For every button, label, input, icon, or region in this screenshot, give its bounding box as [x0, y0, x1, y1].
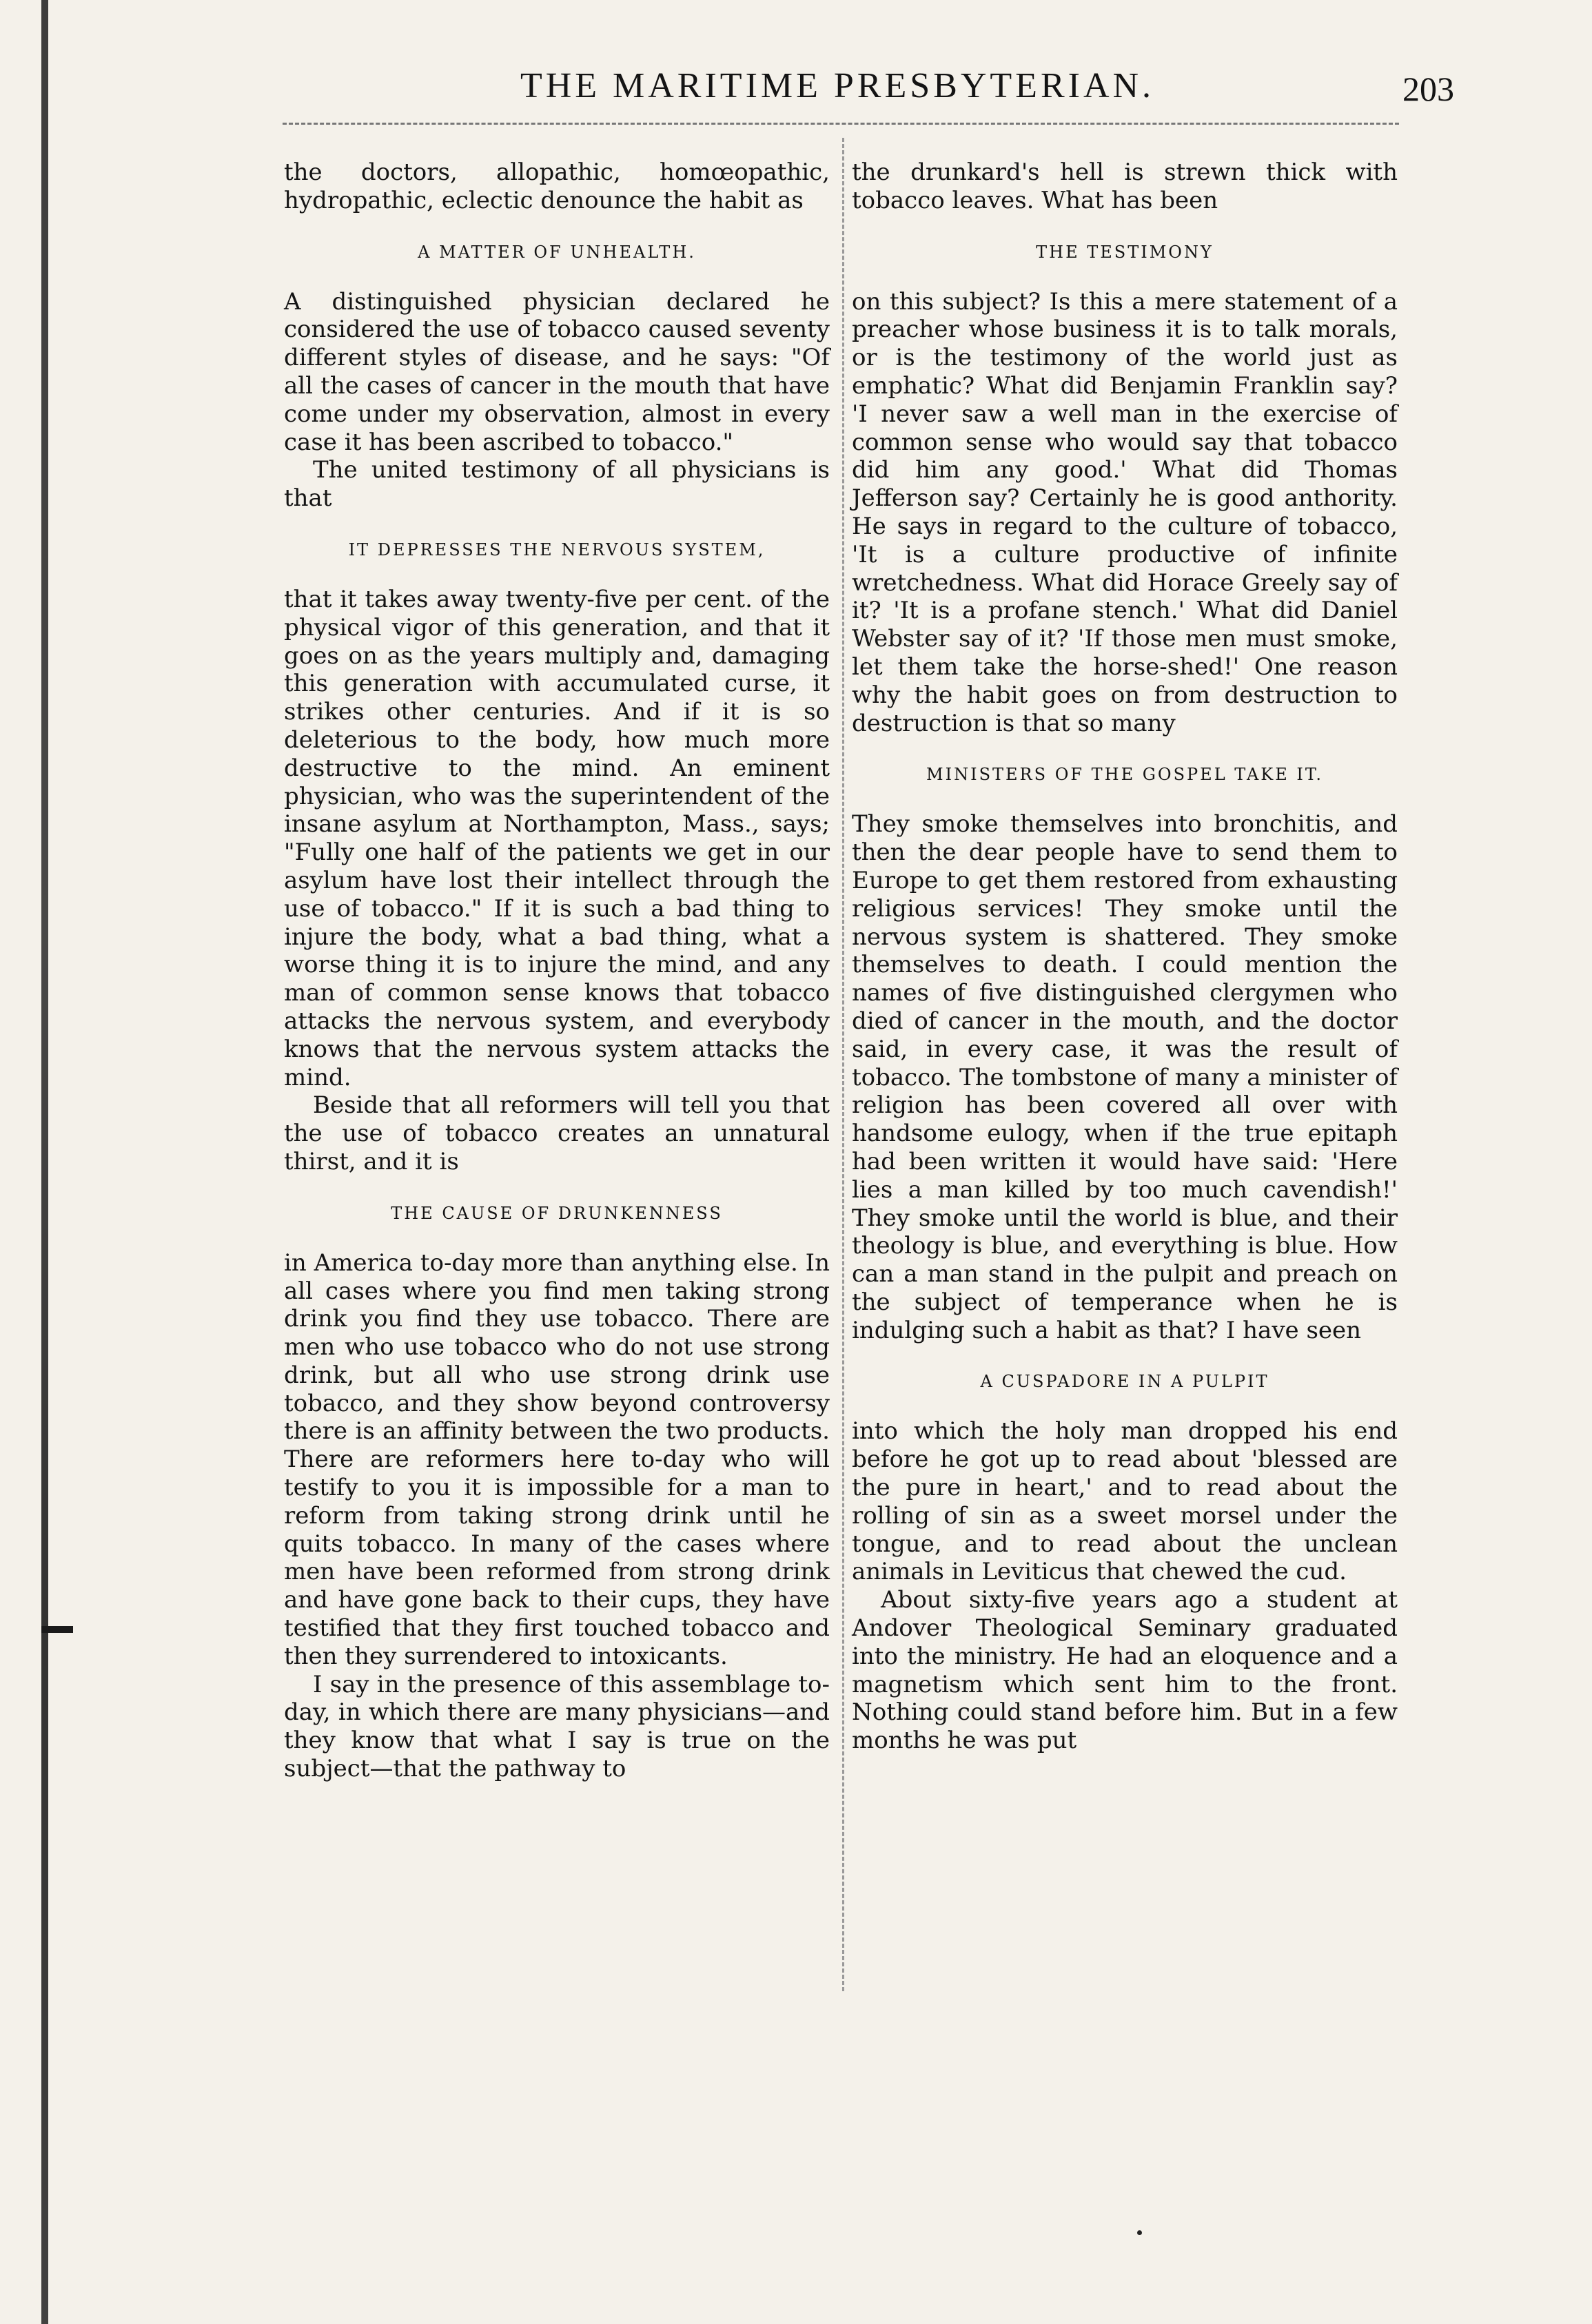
page-header: [276, 65, 1399, 121]
paragraph: About sixty-five years ago a student at Andover Theological Seminary graduated into the ministry. He had an eloquence and a magnetism which sent him to the front. Nothing could stand before him. But in a few months he was put: [852, 1586, 1398, 1755]
left-column: [284, 158, 830, 1783]
paragraph: into which the holy man dropped his end before he got up to read about 'blessed are the pure in heart,' and to read about the rolling of sin as a sweet morsel under the tongue, and to read about the unclean animals in Leviticus that chewed the cud.: [852, 1417, 1398, 1586]
paragraph: The united testimony of all physicians is that: [284, 456, 830, 513]
binding-mark: [41, 1626, 73, 1633]
print-speck: [1137, 2230, 1142, 2235]
paragraph: I say in the presence of this assemblage to-day, in which there are many physicians—and they know that what I say is true on the subject—that the pathway to: [284, 1670, 830, 1783]
paragraph: the drunkard's hell is strewn thick with tobacco leaves. What has been: [852, 158, 1398, 214]
column-divider: [842, 138, 844, 1991]
section-heading: THE TESTIMONY: [1036, 242, 1214, 262]
paragraph: They smoke themselves into bronchitis, and then the dear people have to send them to Europe to get them restored from exhausting religious services! They smoke until the nervous system is shattered. They smoke themselves to death. I could mention the names of five distinguished clergymen who died of cancer in the mouth, and the doctor said, in every case, it was the result of tobacco. The tombstone of many a minister of religion has been covered all over with handsome eulogy, when if the true epitaph had been written it would have said: 'Here lies a man killed by too much cavendish!' They smoke until the world is blue, and their theology is blue, and everything is blue. How can a man stand in the pulpit and preach on the subject of temperance when he is indulging such a habit as that? I have seen: [852, 810, 1398, 1344]
paragraph: on this subject? Is this a mere statement of a preacher whose business it is to talk morals, or is the testimony of the world just as emphatic? What did Benjamin Franklin say? 'I never saw a well man in the exercise of common sense who would say that tobacco did him any good.' What did Thomas Jefferson say? Certainly he is good anthority. He says in regard to the culture of tobacco, 'It is a culture productive of infinite wretchedness. What did Horace Greely say of it? 'It is a profane stench.' What did Daniel Webster say of it? 'If those men must smoke, let them take the horse-shed!' One reason why the habit goes on from destruction to destruction is that so many: [852, 287, 1398, 737]
publication-title: THE MARITIME PRESBYTERIAN.: [520, 66, 1155, 105]
paragraph: A distinguished physician declared he considered the use of tobacco caused seventy different styles of disease, and he says: "Of all the cases of cancer in the mouth that have come under my observation, almost in every case it has been ascribed to tobacco.": [284, 287, 830, 456]
binding-edge: [41, 0, 48, 2324]
section-heading: A MATTER OF UNHEALTH.: [418, 242, 696, 262]
paragraph: that it takes away twenty-five per cent. of the physical vigor of this generation, and that it goes on as the years multiply and, damaging this generation with accumulated curse, it strikes other centuries. And if it is so deleterious to the body, how much more destructive to the mind. An eminent physician, who was the superintendent of the insane asylum at Northampton, Mass., says; "Fully one half of the patients we get in our asylum have lost their intellect through the use of tobacco." If it is such a bad thing to injure the body, what a bad thing, what a worse thing it is to injure the mind, and any man of common sense knows that tobacco attacks the nervous system, and everybody knows that the nervous system attacks the mind.: [284, 585, 830, 1091]
page-number: 203: [1402, 70, 1454, 108]
section-heading: A CUSPADORE IN A PULPIT: [980, 1372, 1269, 1392]
paragraph: in America to-day more than anything else. In all cases where you find men taking strong drink you find they use tobacco. There are men who use tobacco who do not use strong drink, but all who use strong drink use tobacco, and they show beyond controversy there is an affinity between the two products. There are reformers here to-day who will testify to you it is impossible for a man to reform from taking strong drink until he quits tobacco. In many of the cases where men have been reformed from strong drink and have gone back to their cups, they have testified that they first touched tobacco and then they surrendered to intoxicants.: [284, 1248, 830, 1670]
section-heading: THE CAUSE OF DRUNKENNESS: [391, 1203, 723, 1223]
paragraph: Beside that all reformers will tell you that the use of tobacco creates an unnatural thirst, and it is: [284, 1091, 830, 1175]
right-column: [852, 158, 1398, 1755]
section-heading: IT DEPRESSES THE NERVOUS SYSTEM,: [348, 539, 766, 559]
section-heading: MINISTERS OF THE GOSPEL TAKE IT.: [926, 765, 1323, 785]
header-rule: [283, 123, 1399, 125]
paragraph: the doctors, allopathic, homœopathic, hydropathic, eclectic denounce the habit as: [284, 158, 830, 214]
